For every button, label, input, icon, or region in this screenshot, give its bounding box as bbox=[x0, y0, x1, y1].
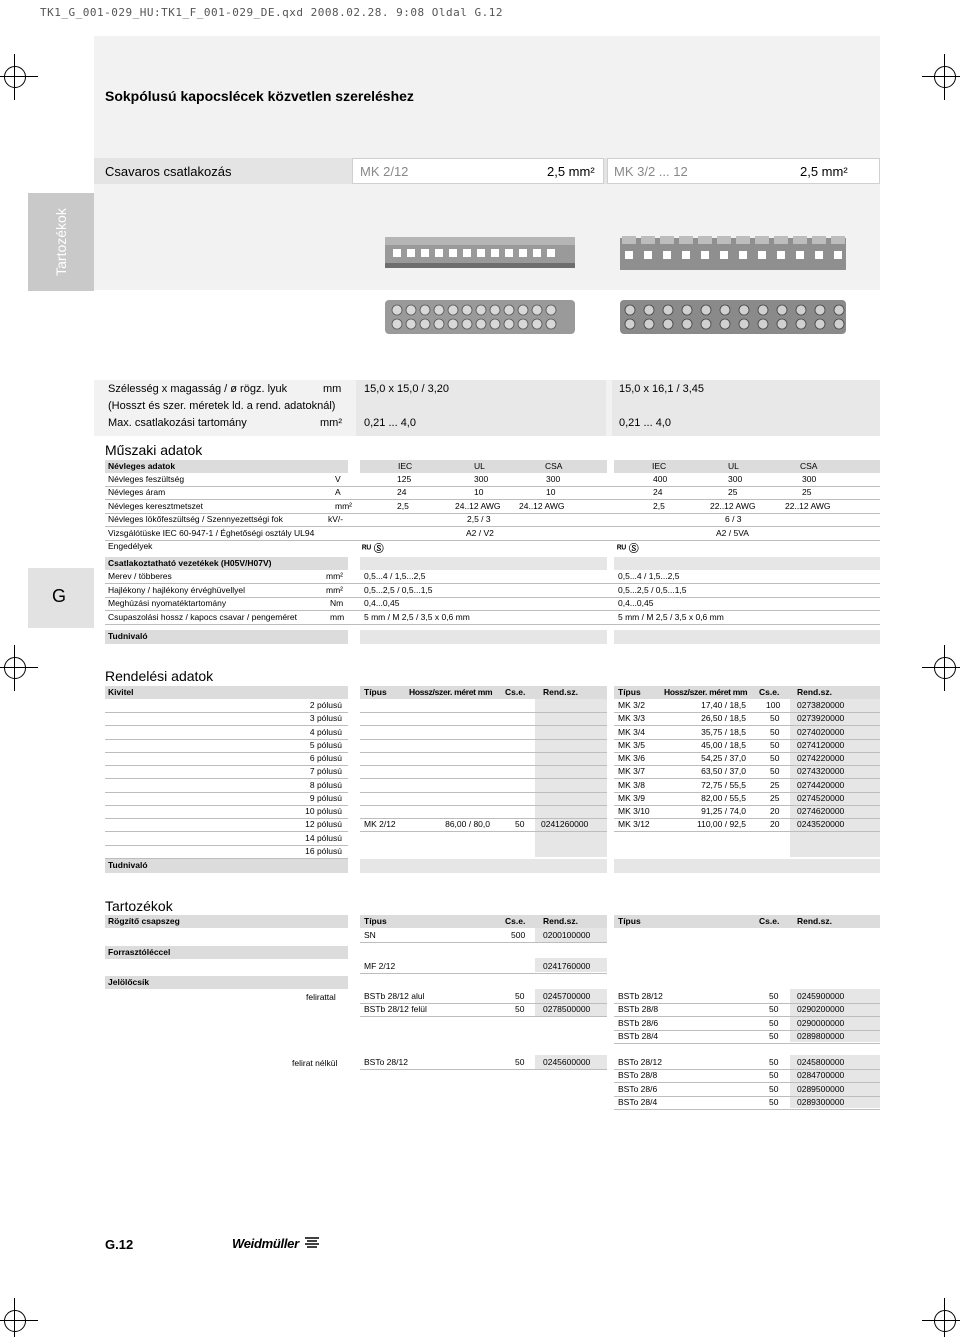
surge-label: Névleges lökőfeszültség / Szennyezettségi fok bbox=[108, 514, 283, 524]
acc-with-a-ord: 0245700000 bbox=[543, 991, 591, 1001]
acc-without-a-ord: 0245600000 bbox=[543, 1057, 591, 1067]
acc-sn-type: SN bbox=[364, 930, 376, 940]
tech-note: Tudnivaló bbox=[108, 631, 148, 641]
wire-row-b: 0,5...2,5 / 0,5...1,5 bbox=[618, 584, 687, 595]
product-b-size: 2,5 mm² bbox=[800, 164, 848, 179]
acc-col-type-a: Típus bbox=[364, 916, 387, 926]
order-col-type-a: Típus bbox=[364, 687, 387, 697]
row-divider bbox=[105, 486, 880, 487]
acc-col-qty-b: Cs.e. bbox=[759, 916, 780, 926]
acc-with-a-type: BSTb 28/12 alul bbox=[364, 991, 425, 1001]
dim-b-range: 0,21 ... 4,0 bbox=[619, 417, 671, 429]
order-b-dim: 91,25 / 74,0 bbox=[701, 806, 746, 816]
page-title: Sokpólusú kapocslécek közvetlen szereléshez bbox=[105, 88, 414, 104]
product-b-side-image bbox=[620, 236, 850, 274]
acc-g1-label: Rögzítő csapszeg bbox=[108, 916, 180, 926]
order-a-type: MK 2/12 bbox=[364, 819, 396, 830]
wire-row-a: 0,4...0,45 bbox=[364, 598, 400, 609]
tech-a-iec: 24 bbox=[397, 487, 407, 498]
order-b-qty: 50 bbox=[770, 753, 780, 763]
acc-without-b-ord: 0245800000 bbox=[797, 1057, 845, 1067]
order-b-ord: 0274020000 bbox=[797, 726, 845, 737]
order-col-dim-b: Hossz/szer. méret mm bbox=[664, 687, 748, 697]
tech-a-iec: 2,5 bbox=[397, 500, 409, 511]
acc-header-row-b bbox=[614, 915, 880, 928]
dim-unit-size: mm bbox=[323, 383, 342, 395]
dim-label-note: (Hosszt és szer. méretek ld. a rend. adatoknál) bbox=[108, 400, 336, 412]
order-b-dim: 17,40 / 18,5 bbox=[701, 700, 746, 710]
order-header-row bbox=[105, 686, 348, 699]
order-b-type: MK 3/2 bbox=[618, 700, 645, 710]
acc-g3-label: Jelölőcsík bbox=[108, 977, 150, 987]
order-b-dim: 63,50 / 37,0 bbox=[701, 766, 746, 777]
surge-value-a: 2,5 / 3 bbox=[467, 514, 491, 524]
acc-col-ord-b: Rend.sz. bbox=[797, 916, 832, 926]
acc-with-a-qty: 50 bbox=[515, 991, 525, 1001]
row-divider bbox=[614, 831, 880, 832]
order-b-dim: 45,00 / 18,5 bbox=[701, 739, 746, 750]
acc-without-b-qty: 50 bbox=[769, 1057, 779, 1067]
acc-without-b-qty: 50 bbox=[769, 1096, 779, 1107]
row-divider bbox=[360, 973, 607, 974]
acc-with-b-qty: 50 bbox=[769, 1004, 779, 1015]
tech-row-label: Névleges áram bbox=[108, 487, 166, 498]
side-tab-label: Tartozékok bbox=[53, 208, 69, 276]
dim-label-size: Szélesség x magasság / ø rögz. lyuk bbox=[108, 383, 288, 395]
tech-row-label: Névleges feszültség bbox=[108, 474, 185, 484]
acc-without-b-type: BSTo 28/4 bbox=[618, 1096, 658, 1107]
order-b-ord: 0273820000 bbox=[797, 700, 845, 710]
order-b-type: MK 3/8 bbox=[618, 779, 645, 790]
pole-label: 6 pólusú bbox=[309, 753, 342, 763]
tech-col-iec-a: IEC bbox=[398, 461, 413, 471]
accessories-heading: Tartozékok bbox=[105, 898, 173, 914]
file-header: TK1_G_001-029_HU:TK1_F_001-029_DE.qxd 2008.02.28. 9:08 Oldal G.12 bbox=[40, 6, 503, 19]
row-divider bbox=[614, 1043, 880, 1044]
order-b-qty: 100 bbox=[766, 700, 781, 710]
dim-a-range: 0,21 ... 4,0 bbox=[364, 417, 416, 429]
wire-row-a: 5 mm / M 2,5 / 3,5 x 0,6 mm bbox=[364, 611, 470, 622]
test-value-a: A2 / V2 bbox=[466, 528, 494, 538]
tech-a-ul: 24..12 AWG bbox=[455, 500, 501, 511]
pole-label: 10 pólusú bbox=[305, 806, 342, 816]
registration-mark-left-top bbox=[0, 62, 30, 92]
product-a-size: 2,5 mm² bbox=[547, 164, 595, 179]
order-col-dim-a: Hossz/szer. méret mm bbox=[409, 687, 493, 697]
acc-with-a-type: BSTb 28/12 felül bbox=[364, 1004, 427, 1015]
row-divider bbox=[360, 1069, 607, 1070]
acc-without-b-qty: 50 bbox=[769, 1070, 779, 1081]
dim-a-size: 15,0 x 15,0 / 3,20 bbox=[364, 383, 450, 395]
tech-col-csa-a: CSA bbox=[545, 461, 563, 471]
order-b-qty: 25 bbox=[770, 779, 780, 790]
row-divider bbox=[105, 624, 880, 625]
approval-icons-a: ᴿᵁ Ⓢ bbox=[362, 544, 384, 555]
pole-label: 8 pólusú bbox=[309, 779, 342, 790]
order-b-qty: 50 bbox=[770, 739, 780, 750]
row-divider bbox=[105, 526, 880, 527]
order-b-dim: 54,25 / 37,0 bbox=[701, 753, 746, 763]
acc-without-b-ord: 0289300000 bbox=[797, 1096, 845, 1107]
order-b-ord: 0274520000 bbox=[797, 792, 845, 803]
order-b-qty: 20 bbox=[770, 819, 780, 830]
acc-felirat-nelkul-label: felirat nélkül bbox=[292, 1058, 338, 1068]
tech-a-ul: 300 bbox=[474, 474, 489, 484]
acc-without-a-qty: 50 bbox=[515, 1057, 525, 1067]
surge-value-b: 6 / 3 bbox=[725, 514, 742, 524]
acc-sn-ord: 0200100000 bbox=[543, 930, 591, 940]
wire-row-a: 0,5...2,5 / 0,5...1,5 bbox=[364, 584, 433, 595]
tech-row-unit: mm² bbox=[335, 500, 352, 511]
side-tab-letter bbox=[28, 568, 94, 628]
tech-row-label: Névleges keresztmetszet bbox=[108, 500, 203, 511]
tech-a-ul: 10 bbox=[474, 487, 484, 498]
acc-without-b-type: BSTo 28/12 bbox=[618, 1057, 662, 1067]
acc-mf-ord: 0241760000 bbox=[543, 961, 591, 971]
wire-row-unit: mm² bbox=[326, 571, 343, 581]
acc-with-b-type: BSTb 28/12 bbox=[618, 991, 663, 1001]
acc-with-b-ord: 0289800000 bbox=[797, 1030, 845, 1041]
tech-header-label: Névleges adatok bbox=[108, 461, 176, 471]
order-note: Tudnivaló bbox=[108, 860, 148, 870]
pole-label: 4 pólusú bbox=[309, 726, 342, 737]
tech-col-ul-a: UL bbox=[474, 461, 485, 471]
pole-label: 9 pólusú bbox=[309, 792, 342, 803]
order-b-ord: 0274620000 bbox=[797, 806, 845, 816]
order-b-qty: 25 bbox=[770, 792, 780, 803]
acc-with-b-type: BSTb 28/4 bbox=[618, 1030, 659, 1041]
pole-label: 7 pólusú bbox=[309, 766, 342, 777]
acc-without-b-type: BSTo 28/6 bbox=[618, 1083, 658, 1094]
acc-with-b-ord: 0245900000 bbox=[797, 991, 845, 1001]
registration-mark-right-mid bbox=[930, 653, 960, 683]
acc-with-a-qty: 50 bbox=[515, 1004, 525, 1015]
wire-row-unit: mm² bbox=[326, 584, 343, 595]
order-col-ord-a: Rend.sz. bbox=[543, 687, 578, 697]
order-a-ord: 0241260000 bbox=[541, 819, 589, 830]
order-b-ord: 0274120000 bbox=[797, 739, 845, 750]
acc-without-a-type: BSTo 28/12 bbox=[364, 1057, 408, 1067]
brand-name: Weidmüller bbox=[232, 1236, 299, 1251]
pole-label: 12 pólusú bbox=[305, 819, 342, 830]
order-b-dim: 26,50 / 18,5 bbox=[701, 713, 746, 724]
order-b-ord: 0274220000 bbox=[797, 753, 845, 763]
acc-col-qty-a: Cs.e. bbox=[505, 916, 526, 926]
acc-with-b-qty: 50 bbox=[769, 1017, 779, 1028]
wire-row-label: Merev / többeres bbox=[108, 571, 172, 581]
tech-a-iec: 125 bbox=[397, 474, 412, 484]
pole-label: 14 pólusú bbox=[305, 832, 342, 843]
product-b-name: MK 3/2 ... 12 bbox=[614, 164, 688, 179]
pole-label: 2 pólusú bbox=[309, 700, 342, 710]
page-number: G.12 bbox=[105, 1237, 134, 1252]
brand-logo bbox=[232, 1236, 320, 1251]
order-b-type: MK 3/4 bbox=[618, 726, 645, 737]
wire-row-label: Meghúzási nyomatéktartomány bbox=[108, 598, 227, 609]
order-b-type: MK 3/6 bbox=[618, 753, 645, 763]
pole-label: 3 pólusú bbox=[309, 713, 342, 724]
tech-b-ul: 300 bbox=[728, 474, 743, 484]
wire-row-label: Csupaszolási hossz / kapocs csavar / pengeméret bbox=[108, 611, 297, 622]
tech-col-ul-b: UL bbox=[728, 461, 739, 471]
acc-sn-qty: 500 bbox=[511, 930, 526, 940]
side-tab-letter-text: G bbox=[52, 586, 67, 606]
wire-row-label: Hajlékony / hajlékony érvéghüvellyel bbox=[108, 584, 246, 595]
order-heading: Rendelési adatok bbox=[105, 668, 214, 684]
dim-label-range: Max. csatlakozási tartomány bbox=[108, 417, 247, 429]
tech-b-iec: 400 bbox=[653, 474, 668, 484]
acc-with-b-qty: 50 bbox=[769, 991, 779, 1001]
wire-row-unit: mm bbox=[330, 611, 345, 622]
wires-header-row-b bbox=[614, 557, 880, 570]
order-b-ord: 0274420000 bbox=[797, 779, 845, 790]
order-a-dim: 86,00 / 80,0 bbox=[445, 819, 490, 830]
surge-unit: kV/- bbox=[328, 514, 344, 524]
order-b-qty: 50 bbox=[770, 713, 780, 724]
order-b-dim: 110,00 / 92,5 bbox=[697, 819, 746, 830]
acc-mf-type: MF 2/12 bbox=[364, 961, 396, 971]
order-b-qty: 20 bbox=[770, 806, 780, 816]
acc-with-b-qty: 50 bbox=[769, 1030, 779, 1041]
acc-col-ord-a: Rend.sz. bbox=[543, 916, 578, 926]
registration-mark-left-bottom bbox=[0, 1306, 30, 1336]
acc-with-b-ord: 0290000000 bbox=[797, 1017, 845, 1028]
registration-mark-right-bottom bbox=[930, 1306, 960, 1336]
tech-col-csa-b: CSA bbox=[800, 461, 818, 471]
order-b-ord: 0274320000 bbox=[797, 766, 845, 777]
row-divider bbox=[360, 831, 607, 832]
tech-a-csa: 300 bbox=[546, 474, 561, 484]
acc-felirattal-label: felirattal bbox=[306, 992, 336, 1002]
tech-row-unit: V bbox=[335, 474, 341, 484]
acc-col-type-b: Típus bbox=[618, 916, 641, 926]
wire-row-unit: Nm bbox=[330, 598, 344, 609]
tech-b-csa: 300 bbox=[802, 474, 817, 484]
order-a-qty: 50 bbox=[515, 819, 525, 830]
product-a-side-image bbox=[385, 237, 580, 271]
acc-without-b-ord: 0284700000 bbox=[797, 1070, 845, 1081]
registration-mark-right-top bbox=[930, 62, 960, 92]
pole-label: 5 pólusú bbox=[309, 739, 342, 750]
row-divider bbox=[360, 942, 607, 943]
wire-row-b: 0,4...0,45 bbox=[618, 598, 654, 609]
pole-label: 16 pólusú bbox=[305, 845, 342, 856]
product-b-top-image bbox=[620, 300, 850, 336]
tech-a-csa: 10 bbox=[546, 487, 556, 498]
acc-with-b-ord: 0290200000 bbox=[797, 1004, 845, 1015]
acc-without-b-ord: 0289500000 bbox=[797, 1083, 845, 1094]
dim-unit-range: mm² bbox=[320, 417, 342, 429]
wires-header: Csatlakoztatható vezetékek (H05V/H07V) bbox=[108, 558, 272, 568]
order-b-type: MK 3/3 bbox=[618, 713, 645, 724]
row-divider bbox=[614, 1109, 880, 1110]
row-divider bbox=[360, 1016, 607, 1017]
tech-b-csa: 25 bbox=[802, 487, 812, 498]
connection-label: Csavaros csatlakozás bbox=[105, 164, 232, 179]
wire-row-b: 5 mm / M 2,5 / 3,5 x 0,6 mm bbox=[618, 611, 724, 622]
test-value-b: A2 / 5VA bbox=[716, 528, 749, 538]
order-col-type-b: Típus bbox=[618, 687, 641, 697]
order-b-type: MK 3/7 bbox=[618, 766, 645, 777]
product-a-name: MK 2/12 bbox=[360, 164, 409, 179]
order-col-qty-b: Cs.e. bbox=[759, 687, 780, 697]
order-b-type: MK 3/12 bbox=[618, 819, 650, 830]
acc-with-a-ord: 0278500000 bbox=[543, 1004, 591, 1015]
test-label: Vizsgálótüske IEC 60-947-1 / Éghetőségi osztály UL94 bbox=[108, 528, 315, 538]
acc-with-b-type: BSTb 28/8 bbox=[618, 1004, 659, 1015]
order-col-qty-a: Cs.e. bbox=[505, 687, 526, 697]
approvals-label: Engedélyek bbox=[108, 541, 153, 551]
order-b-ord: 0273920000 bbox=[797, 713, 845, 724]
order-b-ord: 0243520000 bbox=[797, 819, 845, 830]
tech-note-row-b bbox=[614, 630, 880, 644]
wire-row-a: 0,5...4 / 1,5...2,5 bbox=[364, 571, 426, 581]
order-b-type: MK 3/9 bbox=[618, 792, 645, 803]
tech-b-iec: 2,5 bbox=[653, 500, 665, 511]
order-note-row-b bbox=[614, 859, 880, 873]
tech-row-unit: A bbox=[335, 487, 341, 498]
tech-heading: Műszaki adatok bbox=[105, 442, 203, 458]
tech-col-iec-b: IEC bbox=[652, 461, 667, 471]
acc-g2-label: Forrasztóléccel bbox=[108, 947, 171, 957]
tech-b-ul: 25 bbox=[728, 487, 738, 498]
tech-a-csa: 24..12 AWG bbox=[519, 500, 565, 511]
acc-without-b-type: BSTo 28/8 bbox=[618, 1070, 658, 1081]
product-a-top-image bbox=[385, 300, 580, 336]
acc-with-b-type: BSTb 28/6 bbox=[618, 1017, 659, 1028]
tech-b-csa: 22..12 AWG bbox=[785, 500, 831, 511]
order-b-type: MK 3/5 bbox=[618, 739, 645, 750]
tech-b-iec: 24 bbox=[653, 487, 663, 498]
acc-without-b-qty: 50 bbox=[769, 1083, 779, 1094]
order-b-qty: 50 bbox=[770, 726, 780, 737]
order-b-dim: 72,75 / 55,5 bbox=[701, 779, 746, 790]
order-b-type: MK 3/10 bbox=[618, 806, 650, 816]
order-b-dim: 35,75 / 18,5 bbox=[701, 726, 746, 737]
dim-b-size: 15,0 x 16,1 / 3,45 bbox=[619, 383, 705, 395]
brand-mark-icon bbox=[304, 1236, 320, 1250]
order-col-ord-b: Rend.sz. bbox=[797, 687, 832, 697]
order-note-row-a bbox=[360, 859, 607, 873]
order-header-label: Kivitel bbox=[108, 687, 134, 697]
row-divider bbox=[105, 540, 880, 541]
side-tab-accessories bbox=[28, 193, 94, 291]
wires-header-row-a bbox=[360, 557, 607, 570]
approval-icons-b: ᴿᵁ Ⓢ bbox=[617, 544, 639, 555]
wire-row-b: 0,5...4 / 1,5...2,5 bbox=[618, 571, 680, 581]
tech-b-ul: 22..12 AWG bbox=[710, 500, 756, 511]
order-b-qty: 50 bbox=[770, 766, 780, 777]
tech-note-row-a bbox=[360, 630, 607, 644]
registration-mark-left-mid bbox=[0, 653, 30, 683]
order-b-dim: 82,00 / 55,5 bbox=[701, 792, 746, 803]
